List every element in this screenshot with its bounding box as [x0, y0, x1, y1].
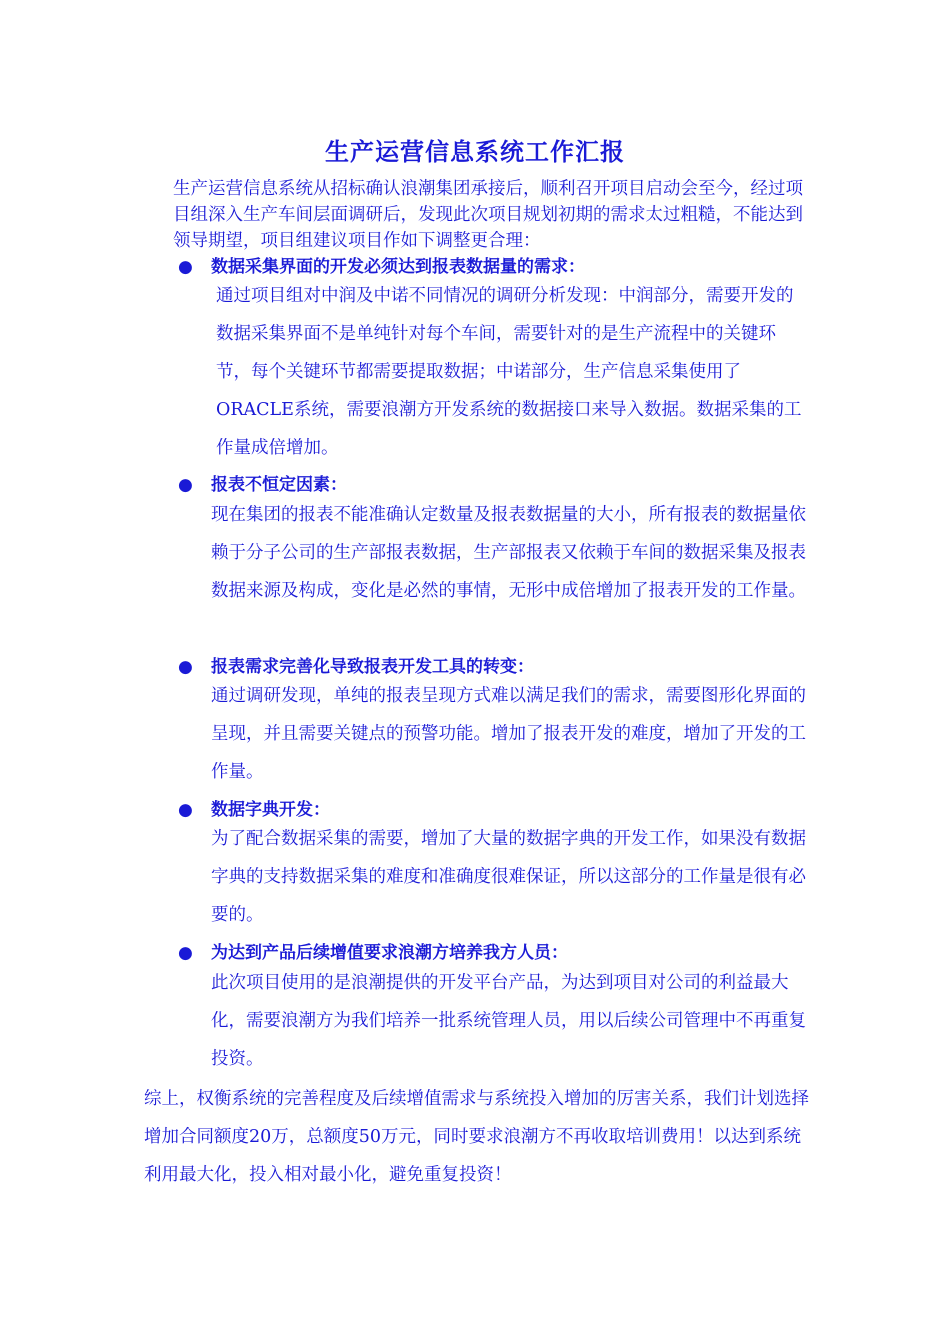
item-heading-text: 数据采集界面的开发必须达到报表数据量的需求：	[211, 257, 585, 277]
item-heading-data-collection	[178, 252, 585, 277]
closing-paragraph: 综上，权衡系统的完善程度及后续增值需求与系统投入增加的厉害关系，我们计划选择增加合同额度20万，总额度50万元，同时要求浪潮方不再收取培训费用！以达到系统利用最大化，投入相对最小化，避免重复投资！	[144, 1089, 809, 1185]
item-heading-report-tool	[178, 652, 534, 677]
item-body-training: 此次项目使用的是浪潮提供的开发平台产品，为达到项目对公司的利益最大化，需要浪潮方为我们培养一批系统管理人员，用以后续公司管理中不再重复投资。	[211, 973, 806, 1069]
item-heading-data-dictionary	[178, 795, 330, 820]
bullet-icon: ●	[178, 943, 193, 963]
item-heading-training	[178, 938, 568, 963]
intro-paragraph: 生产运营信息系统从招标确认浪潮集团承接后，顺利召开项目启动会至今，经过项目组深入生产车间层面调研后，发现此次项目规划初期的需求太过粗糙，不能达到领导期望，项目组建议项目作如下调整更合理：	[173, 179, 803, 251]
document-title: 生产运营信息系统工作汇报	[325, 137, 625, 166]
item-body-data-collection: 通过项目组对中润及中诺不同情况的调研分析发现：中润部分，需要开发的数据采集界面不是单纯针对每个车间，需要针对的是生产流程中的关键环节，每个关键环节都需要提取数据；中诺部分，生产信息采集使用了ORACLE系统，需要浪潮方开发系统的数据接口来导入数据。数据采集的工作量成倍增加。	[216, 286, 802, 458]
item-body-report-uncertainty: 现在集团的报表不能准确认定数量及报表数据量的大小，所有报表的数据量依赖于分子公司的生产部报表数据，生产部报表又依赖于车间的数据采集及报表数据来源及构成，变化是必然的事情，无形中成倍增加了报表开发的工作量。	[211, 505, 806, 601]
item-heading-text: 报表需求完善化导致报表开发工具的转变：	[211, 657, 534, 677]
bullet-icon: ●	[178, 800, 193, 820]
item-heading-text: 报表不恒定因素：	[211, 475, 347, 495]
bullet-icon: ●	[178, 657, 193, 677]
bullet-icon: ●	[178, 257, 193, 277]
item-heading-text: 为达到产品后续增值要求浪潮方培养我方人员：	[211, 943, 568, 963]
bullet-icon: ●	[178, 475, 193, 495]
item-heading-report-uncertainty	[178, 470, 347, 495]
item-body-data-dictionary: 为了配合数据采集的需要，增加了大量的数据字典的开发工作，如果没有数据字典的支持数据采集的难度和准确度很难保证，所以这部分的工作量是很有必要的。	[211, 829, 806, 925]
item-heading-text: 数据字典开发：	[211, 800, 330, 820]
item-body-report-tool: 通过调研发现，单纯的报表呈现方式难以满足我们的需求，需要图形化界面的呈现，并且需要关键点的预警功能。增加了报表开发的难度，增加了开发的工作量。	[211, 686, 806, 782]
